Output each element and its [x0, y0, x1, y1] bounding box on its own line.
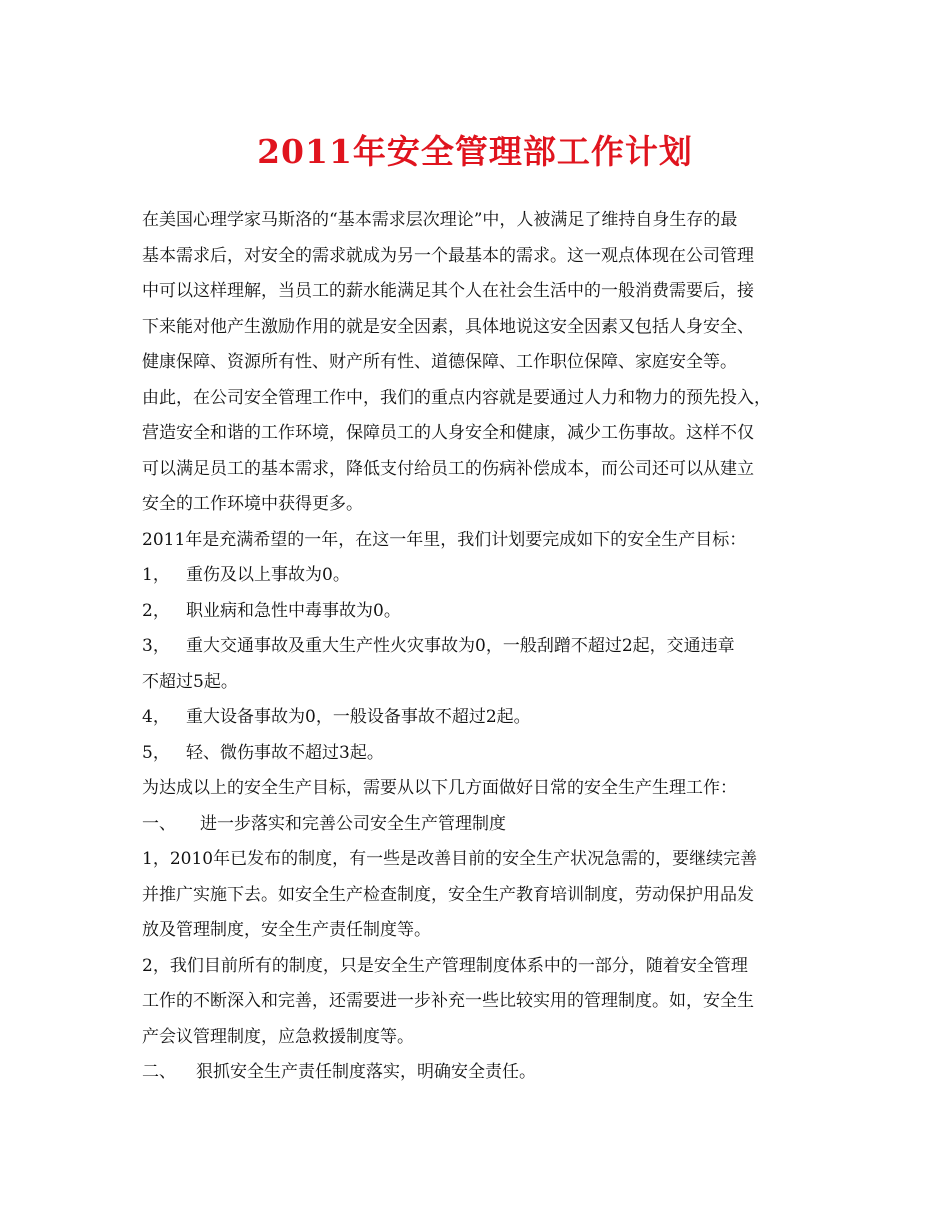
paragraph-line: 中可以这样理解，当员工的薪水能满足其个人在社会生活中的一般消费需要后，接	[142, 281, 754, 301]
section-number: 一、	[142, 813, 176, 834]
goal-item	[142, 736, 822, 772]
paragraph-line: 由此，在公司安全管理工作中，我们的重点内容就是要通过人力和物力的预先投入，	[142, 387, 771, 408]
document-title: 2011年安全管理部工作计划	[257, 132, 693, 171]
goal-item	[142, 558, 822, 594]
goal-continuation: 不超过5起。	[142, 671, 238, 692]
goal-text: 重大交通事故及重大生产性火灾事故为0，一般刮蹭不超过2起，交通违章	[186, 636, 735, 656]
paragraph-line: 基本需求后，对安全的需求就成为另一个最基本的需求。这一观点体现在公司管理	[142, 245, 754, 266]
paragraph-line: 可以满足员工的基本需求，降低支付给员工的伤病补偿成本，而公司还可以从建立	[142, 458, 754, 479]
paragraph-line: 工作的不断深入和完善，还需要进一步补充一些比较实用的管理制度。如，安全生	[142, 991, 754, 1011]
document-body	[142, 203, 822, 1091]
section-heading	[142, 1055, 822, 1091]
goal-number: 5，	[142, 742, 170, 763]
paragraph-line: 营造安全和谐的工作环境，保障员工的人身安全和健康，减少工伤事故。这样不仅	[142, 423, 754, 443]
paragraph-line: 2011年是充满希望的一年，在这一年里，我们计划要完成如下的安全生产目标：	[142, 529, 747, 550]
paragraph-line: 安全的工作环境中获得更多。	[142, 494, 363, 514]
goal-number: 2，	[142, 600, 170, 621]
goal-item	[142, 629, 822, 665]
goal-text: 职业病和急性中毒事故为0。	[186, 600, 401, 621]
goal-number: 1，	[142, 565, 170, 585]
section-text: 进一步落实和完善公司安全生产管理制度	[200, 813, 506, 834]
paragraph-line: 2，我们目前所有的制度，只是安全生产管理制度体系中的一部分，随着安全管理	[142, 955, 748, 976]
section-heading	[142, 807, 822, 843]
goal-number: 4，	[142, 707, 170, 727]
paragraph-line: 为达成以上的安全生产目标，需要从以下几方面做好日常的安全生产生理工作：	[142, 778, 737, 798]
paragraph-line: 并推广实施下去。如安全生产检查制度，安全生产教育培训制度，劳动保护用品发	[142, 884, 754, 905]
goal-text: 轻、微伤事故不超过3起。	[186, 742, 384, 763]
paragraph-line: 产会议管理制度，应急救援制度等。	[142, 1026, 414, 1047]
goal-item	[142, 594, 822, 630]
paragraph-line: 下来能对他产生激励作用的就是安全因素，具体地说这安全因素又包括人身安全、	[142, 316, 754, 337]
goal-text: 重伤及以上事故为0。	[186, 565, 350, 585]
paragraph-line: 在美国心理学家马斯洛的“基本需求层次理论”中，人被满足了维持自身生存的最	[142, 210, 738, 230]
goal-item	[142, 700, 822, 736]
section-text: 狠抓安全生产责任制度落实，明确安全责任。	[196, 1062, 536, 1082]
paragraph-line: 1，2010年已发布的制度，有一些是改善目前的安全生产状况急需的，要继续完善	[142, 849, 758, 869]
goal-number: 3，	[142, 636, 170, 656]
section-number: 二、	[142, 1062, 176, 1082]
goal-text: 重大设备事故为0，一般设备事故不超过2起。	[186, 707, 531, 727]
paragraph-line: 健康保障、资源所有性、财产所有性、道德保障、工作职位保障、家庭安全等。	[142, 352, 737, 372]
paragraph-line: 放及管理制度，安全生产责任制度等。	[142, 920, 431, 940]
